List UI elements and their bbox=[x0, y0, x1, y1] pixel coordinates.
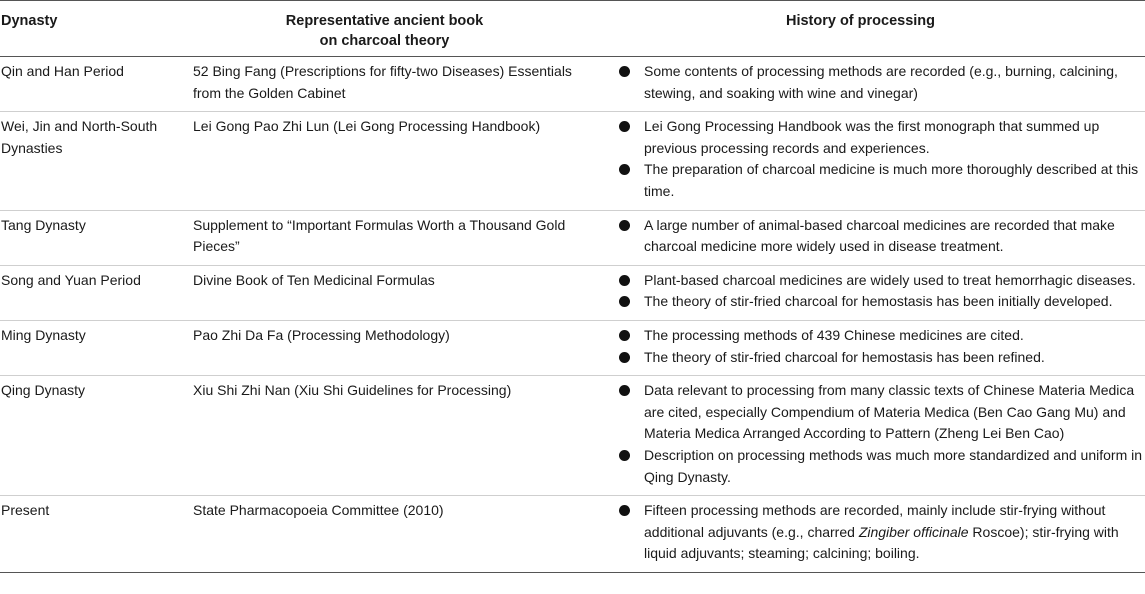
cell-book: Supplement to “Important Formulas Worth a Thousand Gold Pieces” bbox=[193, 210, 606, 265]
header-book-line1: Representative ancient book bbox=[285, 13, 484, 29]
cell-history bbox=[606, 376, 1145, 496]
cell-history bbox=[606, 496, 1145, 573]
history-text-before: Fifteen processing methods are recorded, mainly include stir-frying without additional adjuvants (e.g., charred bbox=[644, 502, 1106, 540]
cell-history bbox=[606, 57, 1145, 112]
history-list bbox=[606, 61, 1145, 104]
history-text: Data relevant to processing from many classic texts of Chinese Materia Medica are cited, especially Compendium of Materia Medica (Ben Cao Gang Mu) and Materia Medica Arranged According to Pattern (Zheng Lei Ben Cao) bbox=[644, 382, 1135, 442]
cell-book: Pao Zhi Da Fa (Processing Methodology) bbox=[193, 320, 606, 375]
cell-dynasty: Tang Dynasty bbox=[0, 210, 193, 265]
header-book bbox=[193, 1, 606, 57]
cell-book: 52 Bing Fang (Prescriptions for fifty-two Diseases) Essentials from the Golden Cabinet bbox=[193, 57, 606, 112]
table-row bbox=[0, 112, 1145, 210]
cell-dynasty: Wei, Jin and North-South Dynasties bbox=[0, 112, 193, 210]
history-item bbox=[619, 445, 1145, 488]
cell-dynasty: Song and Yuan Period bbox=[0, 265, 193, 320]
history-text: Some contents of processing methods are recorded (e.g., burning, calcining, stewing, and soaking with wine and vinegar) bbox=[644, 63, 1118, 101]
cell-history bbox=[606, 112, 1145, 210]
bullet-icon bbox=[619, 66, 630, 77]
history-list bbox=[606, 215, 1145, 258]
history-text: A large number of animal-based charcoal medicines are recorded that make charcoal medicine more widely used in disease treatment. bbox=[644, 216, 1115, 255]
history-text: The preparation of charcoal medicine is much more thoroughly described at this time. bbox=[644, 161, 1139, 199]
table-header-row bbox=[0, 1, 1145, 57]
bullet-icon bbox=[619, 275, 630, 286]
history-text: The processing methods of 439 Chinese medicines are cited. bbox=[644, 326, 1024, 343]
header-dynasty: Dynasty bbox=[0, 1, 193, 57]
history-text: The theory of stir-fried charcoal for hemostasis has been refined. bbox=[644, 348, 1045, 365]
cell-book: Divine Book of Ten Medicinal Formulas bbox=[193, 265, 606, 320]
table-row bbox=[0, 376, 1145, 496]
history-item bbox=[619, 270, 1145, 292]
history-item bbox=[619, 380, 1145, 445]
cell-history bbox=[606, 265, 1145, 320]
history-item bbox=[619, 61, 1145, 104]
bullet-icon bbox=[619, 385, 630, 396]
bullet-icon bbox=[619, 352, 630, 363]
cell-book: Xiu Shi Zhi Nan (Xiu Shi Guidelines for Processing) bbox=[193, 376, 606, 496]
history-list bbox=[606, 270, 1145, 313]
table-row bbox=[0, 210, 1145, 265]
table-row bbox=[0, 265, 1145, 320]
header-book-line2: on charcoal theory bbox=[319, 33, 450, 49]
cell-history bbox=[606, 210, 1145, 265]
history-item bbox=[619, 500, 1145, 565]
history-item bbox=[619, 347, 1145, 369]
history-list bbox=[606, 116, 1145, 202]
bullet-icon bbox=[619, 505, 630, 516]
history-item bbox=[619, 159, 1145, 202]
bullet-icon bbox=[619, 450, 630, 461]
history-item bbox=[619, 291, 1145, 313]
table-row bbox=[0, 496, 1145, 573]
history-text: Lei Gong Processing Handbook was the first monograph that summed up previous processing records and experiences. bbox=[644, 118, 1100, 156]
history-text: Plant-based charcoal medicines are widely used to treat hemorrhagic diseases. bbox=[644, 271, 1136, 288]
history-list bbox=[606, 325, 1145, 368]
bullet-icon bbox=[619, 296, 630, 307]
cell-book: Lei Gong Pao Zhi Lun (Lei Gong Processing Handbook) bbox=[193, 112, 606, 210]
history-text: The theory of stir-fried charcoal for hemostasis has been initially developed. bbox=[644, 293, 1113, 310]
bullet-icon bbox=[619, 164, 630, 175]
cell-dynasty: Qing Dynasty bbox=[0, 376, 193, 496]
cell-dynasty: Ming Dynasty bbox=[0, 320, 193, 375]
species-name: Zingiber officinale bbox=[858, 523, 969, 540]
history-text: Description on processing methods was much more standardized and uniform in Qing Dynasty. bbox=[644, 446, 1143, 485]
cell-book: State Pharmacopoeia Committee (2010) bbox=[193, 496, 606, 573]
header-history: History of processing bbox=[606, 1, 1145, 57]
cell-history bbox=[606, 320, 1145, 375]
history-item bbox=[619, 116, 1145, 159]
cell-dynasty: Qin and Han Period bbox=[0, 57, 193, 112]
history-item bbox=[619, 215, 1145, 258]
bullet-icon bbox=[619, 220, 630, 231]
table-row bbox=[0, 320, 1145, 375]
history-text-after: Roscoe); stir-frying with liquid adjuvants; steaming; calcining; boiling. bbox=[644, 523, 1119, 562]
history-text bbox=[644, 500, 1145, 565]
history-item bbox=[619, 325, 1145, 347]
bullet-icon bbox=[619, 330, 630, 341]
bullet-icon bbox=[619, 121, 630, 132]
cell-dynasty: Present bbox=[0, 496, 193, 573]
history-list bbox=[606, 380, 1145, 488]
table-row bbox=[0, 57, 1145, 112]
history-list bbox=[606, 500, 1145, 565]
